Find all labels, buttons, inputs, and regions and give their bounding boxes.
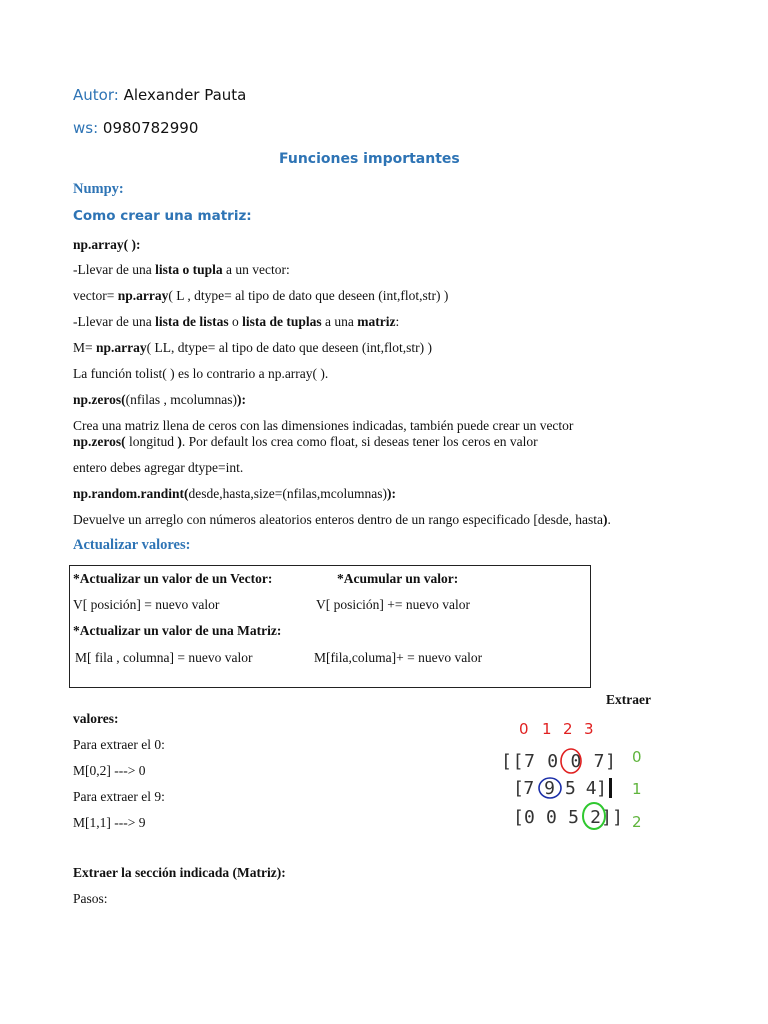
matrix-accumulate-expr: M[fila,columa]+ = nuevo valor [314, 650, 483, 665]
matrix-update-title: *Actualizar un valor de una Matriz: [73, 623, 282, 638]
author-name: Alexander Pauta [123, 86, 247, 104]
author-line [73, 86, 246, 104]
section-crear-matriz: Como crear una matriz: [73, 208, 252, 224]
section-actualizar: Actualizar valores: [73, 537, 191, 553]
ws-label: ws: [73, 119, 99, 137]
page-heading: Funciones importantes [279, 151, 460, 167]
author-label: Autor: [73, 86, 119, 104]
accumulate-title: *Acumular un valor: [337, 571, 459, 586]
vector-update-title: *Actualizar un valor de un Vector: [73, 571, 273, 586]
col-index-2: 2 [563, 720, 573, 738]
vector-update-expr: V[ posición] = nuevo valor [73, 597, 220, 612]
accumulate-expr: V[ posición] += nuevo valor [316, 597, 470, 612]
col-index-0: 0 [519, 720, 529, 738]
row-index-0: 0 [632, 748, 642, 766]
col-index-3: 3 [584, 720, 594, 738]
seccion-title: Extraer la sección indicada (Matriz): [73, 865, 286, 880]
ws-line [73, 119, 198, 137]
matrix-figure [495, 712, 675, 842]
np-array-title: np.array( ): [73, 237, 141, 252]
np-zeros-line1: Crea una matriz llena de ceros con las dimensiones indicadas, también puede crear un vector [73, 418, 574, 433]
extraer-line4: M[1,1] ---> 9 [73, 815, 146, 830]
np-zeros-line2: np.zeros( longitud ). Por default los crea como float, si deseas tener los ceros en valor [73, 434, 538, 449]
matrix-update-expr: M[ fila , columna] = nuevo valor [75, 650, 253, 665]
extraer-title-part1: Extraer [606, 692, 651, 704]
np-zeros-title: np.zeros((nfilas , mcolumnas)): [73, 392, 246, 407]
matrix-row-2: [0 0 5 2]] [513, 807, 623, 828]
ws-number: 0980782990 [102, 119, 199, 137]
cursor-bar [609, 778, 612, 798]
np-array-line2: vector= np.array( L , dtype= al tipo de dato que deseen (int,flot,str) ) [73, 288, 449, 303]
matrix-row-0: [[7 0 0 7] [501, 751, 616, 772]
np-zeros-line3: entero debes agregar dtype=int. [73, 460, 244, 475]
np-array-line3: -Llevar de una lista de listas o lista de tuplas a una matriz: [73, 314, 400, 329]
matrix-row-1: [7 9 5 4] [513, 778, 607, 799]
extraer-line2: M[0,2] ---> 0 [73, 763, 146, 778]
pasos-label: Pasos: [73, 891, 108, 906]
np-randint-line1: Devuelve un arreglo con números aleatorios enteros dentro de un rango especificado [desde, hasta). [73, 512, 611, 527]
update-values-box [69, 565, 591, 688]
row-index-2: 2 [632, 813, 642, 831]
extraer-line1: Para extraer el 0: [73, 737, 165, 752]
section-numpy: Numpy: [73, 181, 124, 197]
np-array-line4: M= np.array( LL, dtype= al tipo de dato que deseen (int,flot,str) ) [73, 340, 433, 355]
np-randint-title: np.random.randint(desde,hasta,size=(nfilas,mcolumnas)): [73, 486, 396, 501]
extraer-title-part2: valores: [73, 711, 119, 726]
row-index-1: 1 [632, 780, 642, 798]
col-index-1: 1 [542, 720, 552, 738]
np-array-line1: -Llevar de una lista o tupla a un vector: [73, 262, 290, 277]
extraer-line3: Para extraer el 9: [73, 789, 165, 804]
np-array-line5: La función tolist( ) es lo contrario a np.array( ). [73, 366, 329, 381]
